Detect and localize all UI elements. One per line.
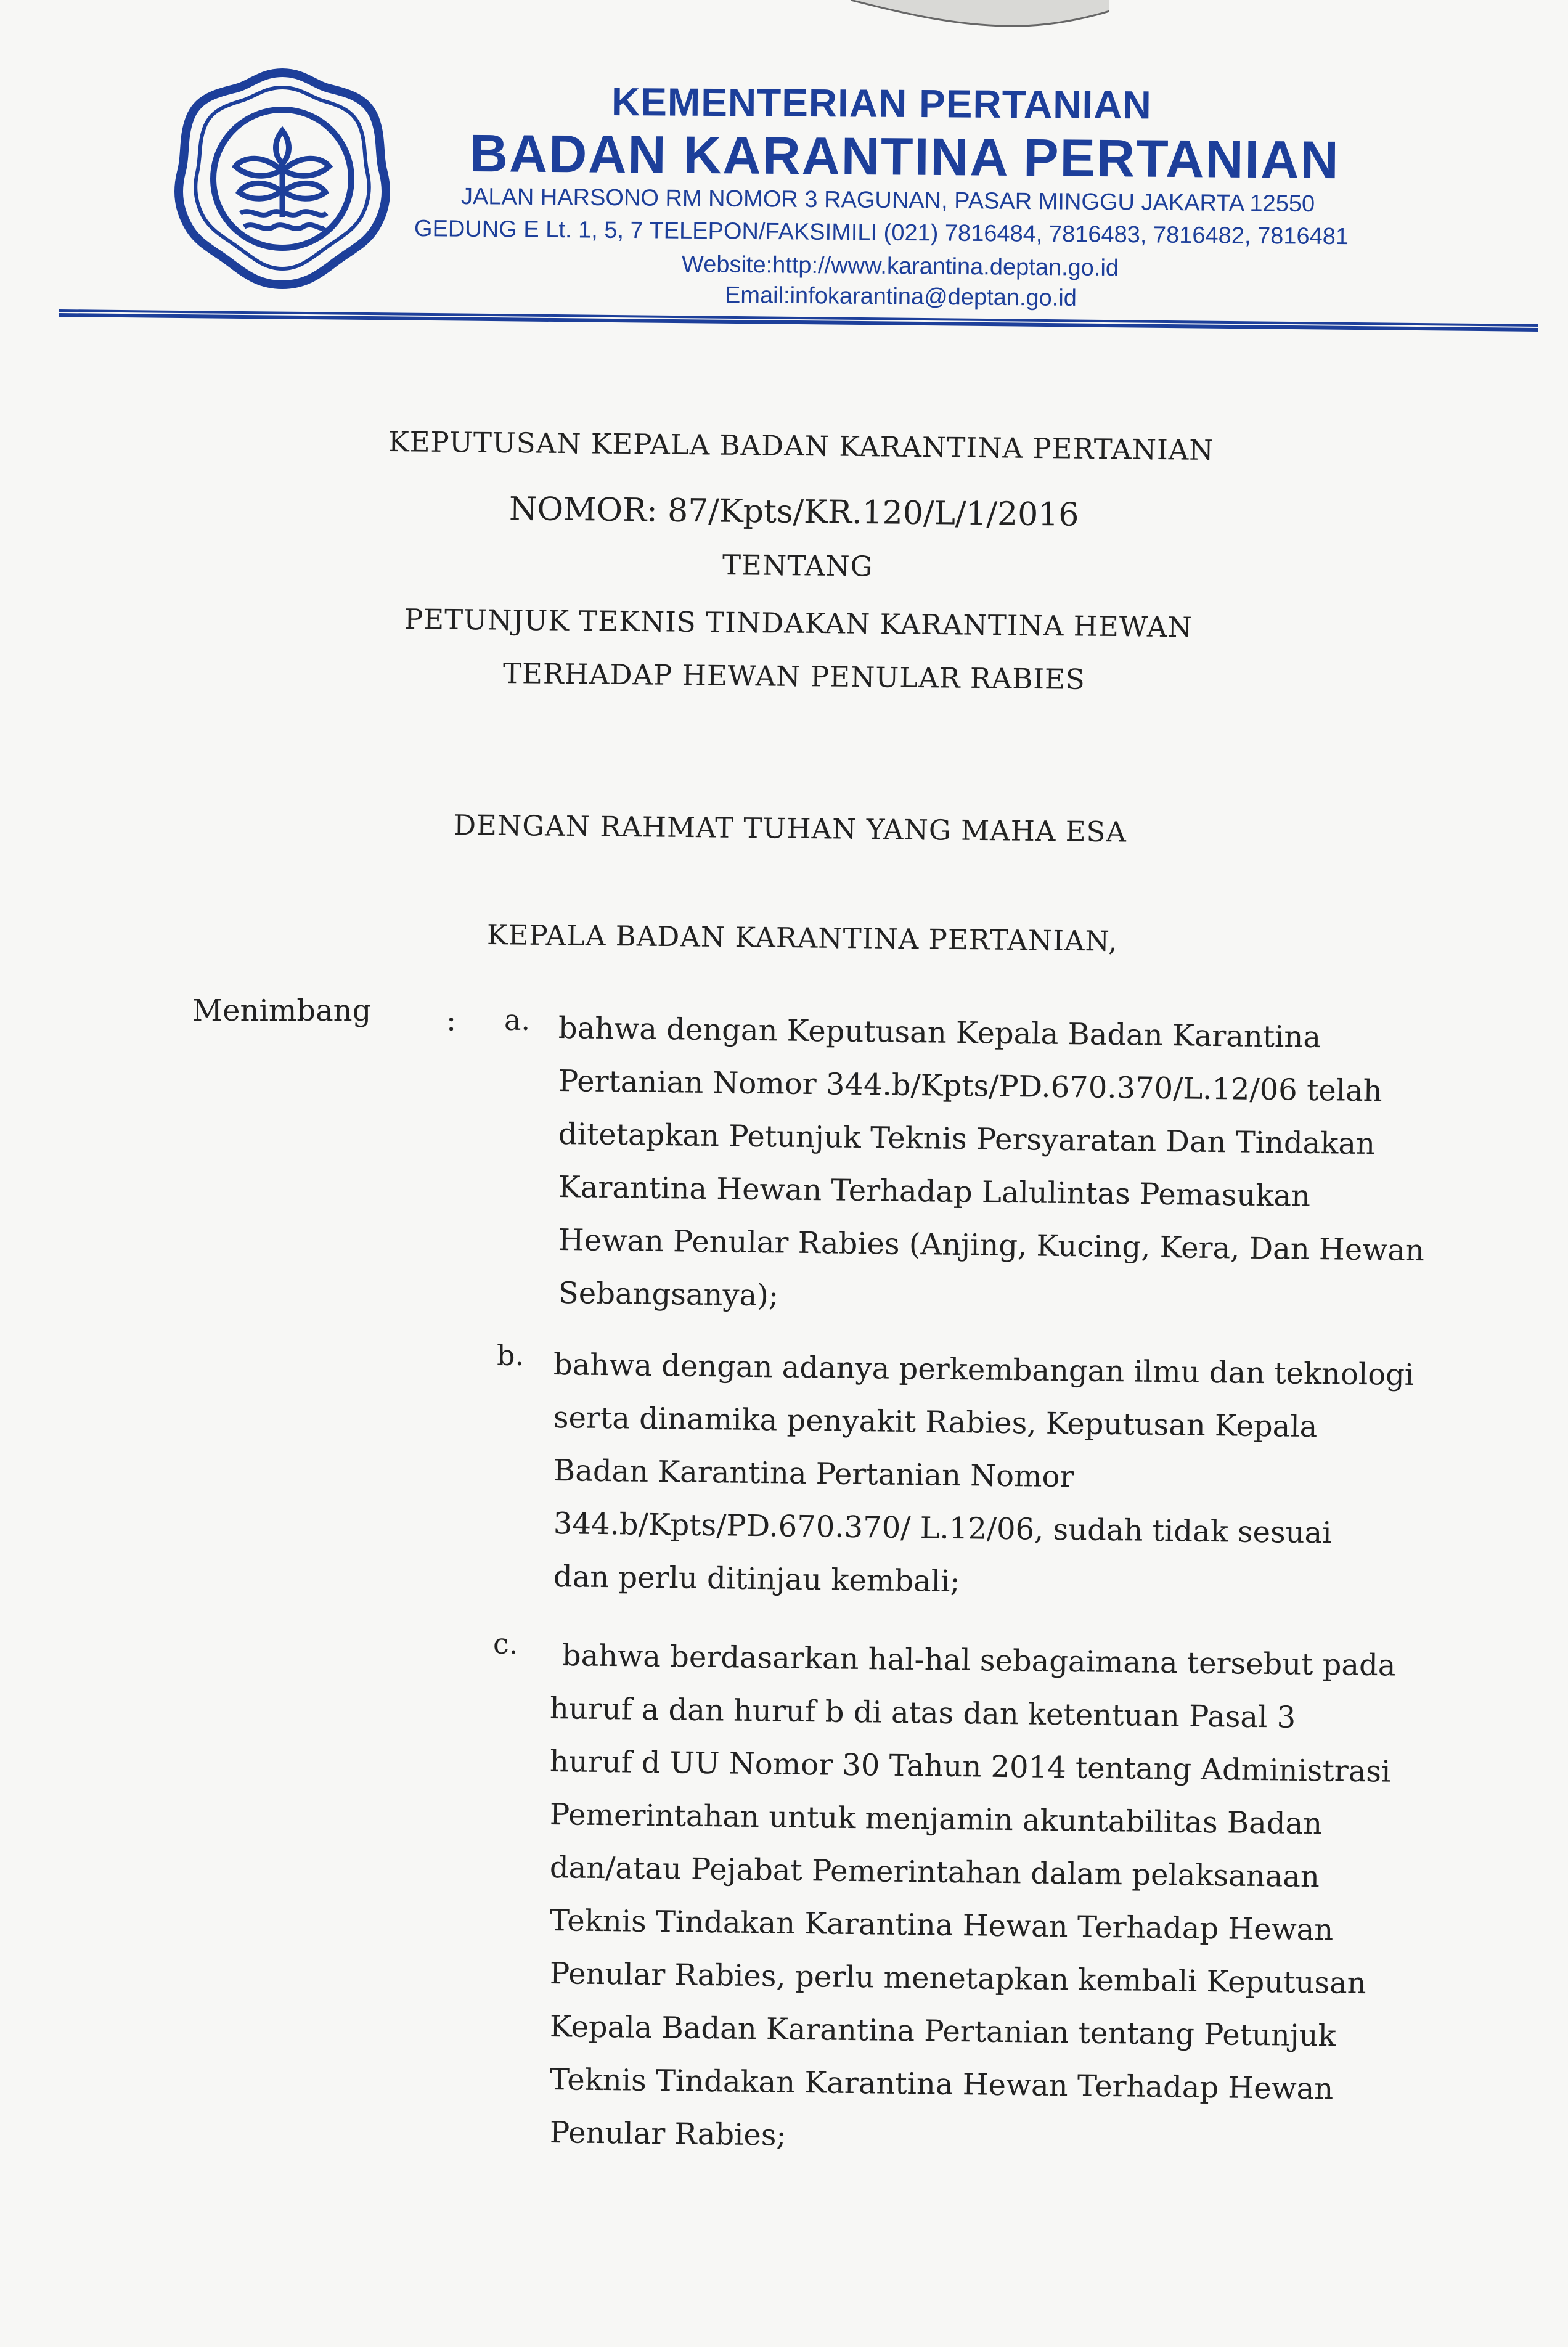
item-marker-c: c. <box>493 1627 518 1660</box>
item-a-line-2: Pertanian Nomor 344.b/Kpts/PD.670.370/L.12/06 telah <box>558 1064 1382 1109</box>
item-b-line-3: Badan Karantina Pertanian Nomor <box>553 1453 1074 1495</box>
item-c-line-4: Pemerintahan untuk menjamin akuntabilitas Badan <box>549 1797 1323 1842</box>
decree-number: NOMOR: 87/Kpts/KR.120/L/1/2016 <box>508 491 1079 534</box>
item-c-line-6: Teknis Tindakan Karantina Hewan Terhadap Hewan <box>549 1903 1334 1948</box>
decree-subject-line-2: TERHADAP HEWAN PENULAR RABIES <box>502 657 1086 696</box>
item-b-line-4: 344.b/Kpts/PD.670.370/ L.12/06, sudah tidak sesuai <box>553 1506 1332 1551</box>
website-link[interactable]: Website:http://www.karantina.deptan.go.id <box>681 251 1119 282</box>
item-b-line-5: dan perlu ditinjau kembali; <box>553 1559 960 1599</box>
item-a-line-3: ditetapkan Petunjuk Teknis Persyaratan Dan Tindakan <box>558 1117 1376 1162</box>
decree-about: TENTANG <box>722 549 873 583</box>
item-c-line-5: dan/atau Pejabat Pemerintahan dalam pelaksanaan <box>549 1850 1320 1895</box>
item-c-line-2: huruf a dan huruf b di atas dan ketentuan Pasal 3 <box>549 1691 1296 1735</box>
item-marker-b: b. <box>497 1339 525 1372</box>
item-marker-a: a. <box>504 1003 531 1037</box>
item-c-line-7: Penular Rabies, perlu menetapkan kembali Keputusan <box>549 1956 1366 2001</box>
item-a-line-1: bahwa dengan Keputusan Kepala Badan Karantina <box>558 1011 1321 1055</box>
item-a-line-5: Hewan Penular Rabies (Anjing, Kucing, Kera, Dan Hewan <box>558 1223 1425 1268</box>
item-c-line-1: bahwa berdasarkan hal-hal sebagaimana tersebut pada <box>561 1638 1396 1683</box>
item-c-line-9: Teknis Tindakan Karantina Hewan Terhadap Hewan <box>549 2062 1334 2107</box>
decree-title: KEPUTUSAN KEPALA BADAN KARANTINA PERTANIAN <box>388 425 1214 467</box>
invocation: DENGAN RAHMAT TUHAN YANG MAHA ESA <box>453 809 1127 849</box>
item-c-line-3: huruf d UU Nomor 30 Tahun 2014 tentang Administrasi <box>549 1744 1391 1789</box>
ministry-logo <box>171 62 393 296</box>
item-c-line-8: Kepala Badan Karantina Pertanian tentang Petunjuk <box>549 2009 1336 2054</box>
address-line-1: JALAN HARSONO RM NOMOR 3 RAGUNAN, PASAR MINGGU JAKARTA 12550 <box>460 184 1315 218</box>
considering-colon: : <box>446 1003 457 1038</box>
ministry-name: KEMENTERIAN PERTANIAN <box>611 80 1152 128</box>
letterhead-divider <box>59 308 1538 333</box>
item-c-line-10: Penular Rabies; <box>549 2115 787 2153</box>
decree-subject-line-1: PETUNJUK TEKNIS TINDAKAN KARANTINA HEWAN <box>404 603 1193 644</box>
agency-name: BADAN KARANTINA PERTANIAN <box>469 124 1340 190</box>
item-a-line-6: Sebangsanya); <box>558 1276 779 1313</box>
item-b-line-2: serta dinamika penyakit Rabies, Keputusan Kepala <box>553 1400 1318 1445</box>
issuer: KEPALA BADAN KARANTINA PERTANIAN, <box>486 918 1118 958</box>
email-link[interactable]: Email:infokarantina@deptan.go.id <box>724 282 1077 311</box>
considering-label: Menimbang <box>192 994 372 1028</box>
torn-edge-decoration <box>851 0 1109 37</box>
address-line-2: GEDUNG E Lt. 1, 5, 7 TELEPON/FAKSIMILI (021) 7816484, 7816483, 7816482, 7816481 <box>414 216 1349 250</box>
item-a-line-4: Karantina Hewan Terhadap Lalulintas Pemasukan <box>558 1170 1311 1214</box>
item-b-line-1: bahwa dengan adanya perkembangan ilmu dan teknologi <box>553 1347 1415 1393</box>
